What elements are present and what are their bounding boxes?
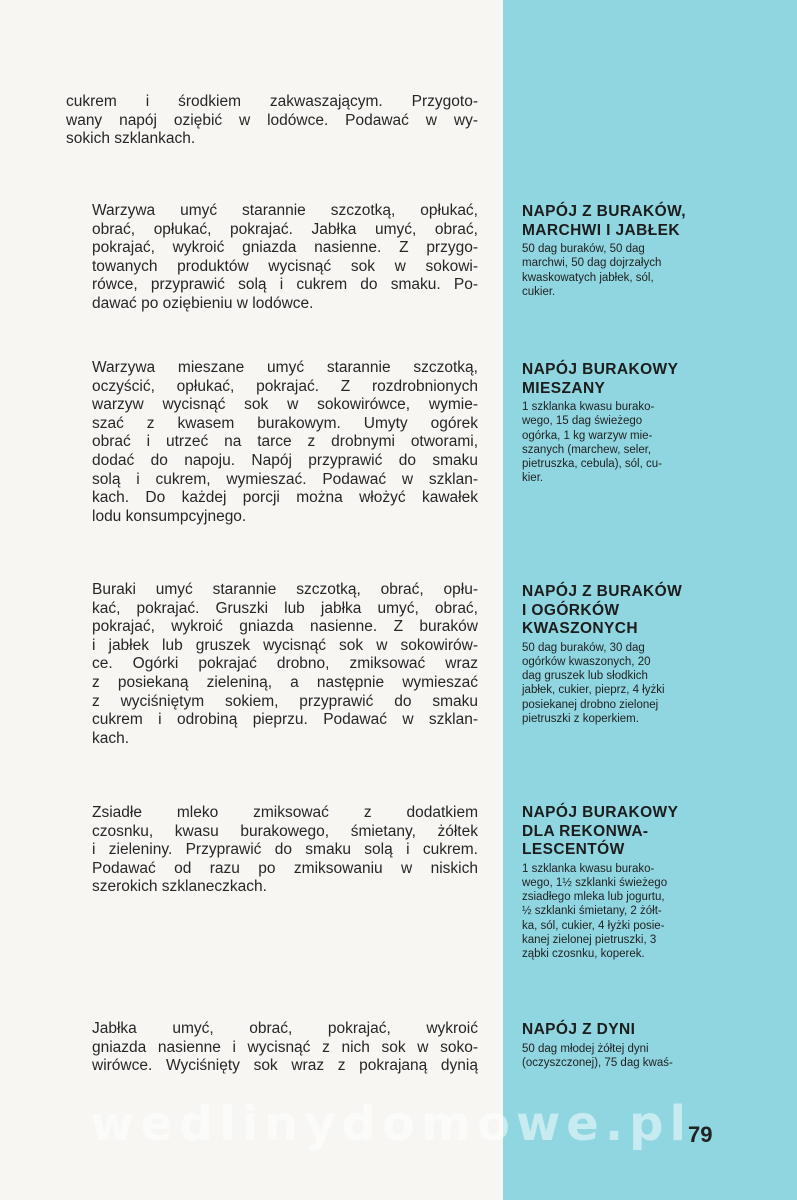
paragraph-5 (66, 804, 478, 897)
recipe-ingredients: 50 dag młodej żółtej dyni (oczyszczonej), 75 dag kwaś- (522, 1042, 673, 1069)
text-line: i jabłek lub gruszek wycisnąć sok w sokowirów- (92, 636, 478, 654)
recipe-title: NAPÓJ Z DYNI (522, 1021, 636, 1038)
text-line: dodać do napoju. Napój przyprawić do smaku (92, 451, 478, 469)
text-line: gniazda nasienne i wycisnąć z nich sok w soko- (92, 1038, 478, 1056)
recipe-burakow-marchwi-jablek (522, 203, 722, 299)
recipe-burakow-ogorkow-kwaszonych (522, 583, 722, 726)
text-line: pokrajać, wykroić gniazda nasienne. Z przygo- (92, 239, 478, 257)
text-line: szać z kwasem burakowym. Umyty ogórek (92, 414, 478, 432)
text-line: z posiekaną zieleniną, a następnie wymieszać (92, 673, 478, 691)
text-line: dawać po oziębieniu w lodówce. (92, 294, 314, 312)
text-line: lodu konsumpcyjnego. (92, 507, 247, 525)
text-line: rówce, przyprawić solą i cukrem do smaku. Po- (92, 276, 478, 294)
text-line: sokich szklankach. (66, 130, 196, 148)
text-line: obrać i utrzeć na tarce z drobnymi otworami, (92, 433, 478, 451)
text-line: Jabłka umyć, obrać, pokrajać, wykroić (92, 1020, 478, 1037)
paragraph-4 (66, 581, 478, 748)
recipe-ingredients: 1 szklanka kwasu burako- wego, 15 dag świeżego ogórka, 1 kg warzyw mie- szanych (marchew, seler, pietruszka, cebula), sól, cu- kier. (522, 401, 662, 485)
text-line: oczyścić, opłukać, pokrajać. Z rozdrobnionych (92, 377, 478, 395)
recipe-z-dyni (522, 1021, 722, 1070)
text-line: kać, pokrajać. Gruszki lub jabłka umyć, obrać, (92, 599, 478, 617)
paragraph-6 (66, 1020, 478, 1076)
text-line: czosnku, kwasu burakowego, śmietany, żółtek (92, 822, 478, 840)
text-line: Warzywa mieszane umyć starannie szczotką, (92, 359, 478, 376)
text-line: z wyciśniętym sokiem, przyprawić do smaku (92, 692, 478, 710)
recipe-ingredients: 1 szklanka kwasu burako- wego, 1½ szklanki świeżego zsiadłego mleka lub jogurtu, ½ szklanki śmietany, 2 żółt- ka, sól, cukier, 4 łyżki posie- kanej zielonej pietruszki, 3 ząbki czosnku, koperek. (522, 862, 668, 961)
recipe-burakowy-rekonwalescentow (522, 804, 722, 962)
text-line: solą i cukrem, wymieszać. Podawać w szklan- (92, 470, 478, 488)
recipe-title: NAPÓJ BURAKOWY MIESZANY (522, 361, 679, 397)
text-line: warzyw wycisnąć sok w sokowirówce, wymie- (92, 396, 478, 414)
text-line: i zieleniny. Przyprawić do smaku solą i cukrem. (92, 841, 478, 859)
paragraph-2 (66, 202, 478, 314)
text-line: cukrem i odrobiną pieprzu. Podawać w szklan- (92, 711, 478, 729)
text-line: towanych produktów wycisnąć sok w sokowi- (92, 257, 478, 275)
text-line: obrać, opłukać, pokrajać. Jabłka umyć, obrać, (92, 220, 478, 238)
recipe-ingredients: 50 dag buraków, 30 dag ogórków kwaszonych, 20 dag gruszek lub słodkich jabłek, cukier, pieprz, 4 łyżki posiekanej drobno zielonej pietruszki z koperkiem. (522, 641, 665, 725)
text-line: cukrem i środkiem zakwaszającym. Przygoto- (66, 93, 478, 110)
recipe-ingredients: 50 dag buraków, 50 dag marchwi, 50 dag dojrzałych kwaskowatych jabłek, sól, cukier. (522, 243, 662, 298)
recipe-title: NAPÓJ Z BURAKÓW I OGÓRKÓW KWASZONYCH (522, 583, 683, 637)
text-line: kach. Do każdej porcji można włożyć kawałek (92, 489, 478, 507)
recipe-title: NAPÓJ Z BURAKÓW, MARCHWI I JABŁEK (522, 203, 686, 239)
text-line: Podawać od razu po zmiksowaniu w niskich (92, 859, 478, 877)
recipe-title: NAPÓJ BURAKOWY DLA REKONWA- LESCENTÓW (522, 804, 679, 858)
text-line: Buraki umyć starannie szczotką, obrać, opłu- (92, 581, 478, 598)
text-line: wirówce. Wyciśnięty sok wraz z pokrajaną dynią (92, 1057, 478, 1075)
paragraph-3 (66, 359, 478, 526)
text-line: kach. (92, 729, 130, 747)
page-number: 79 (688, 1122, 713, 1147)
text-line: szerokich szklaneczkach. (92, 878, 267, 896)
text-line: Warzywa umyć starannie szczotką, opłukać, (92, 202, 478, 219)
paragraph-1 (66, 93, 478, 149)
watermark: wedlinydomowe.pl (90, 1096, 692, 1152)
text-line: ce. Ogórki pokrajać drobno, zmiksować wraz (92, 655, 478, 673)
text-line: Zsiadłe mleko zmiksować z dodatkiem (92, 804, 478, 821)
text-line: wany napój oziębić w lodówce. Podawać w wy- (66, 111, 478, 129)
text-line: pokrajać, wykroić gniazda nasienne. Z buraków (92, 618, 478, 636)
recipe-burakowy-mieszany (522, 361, 722, 486)
